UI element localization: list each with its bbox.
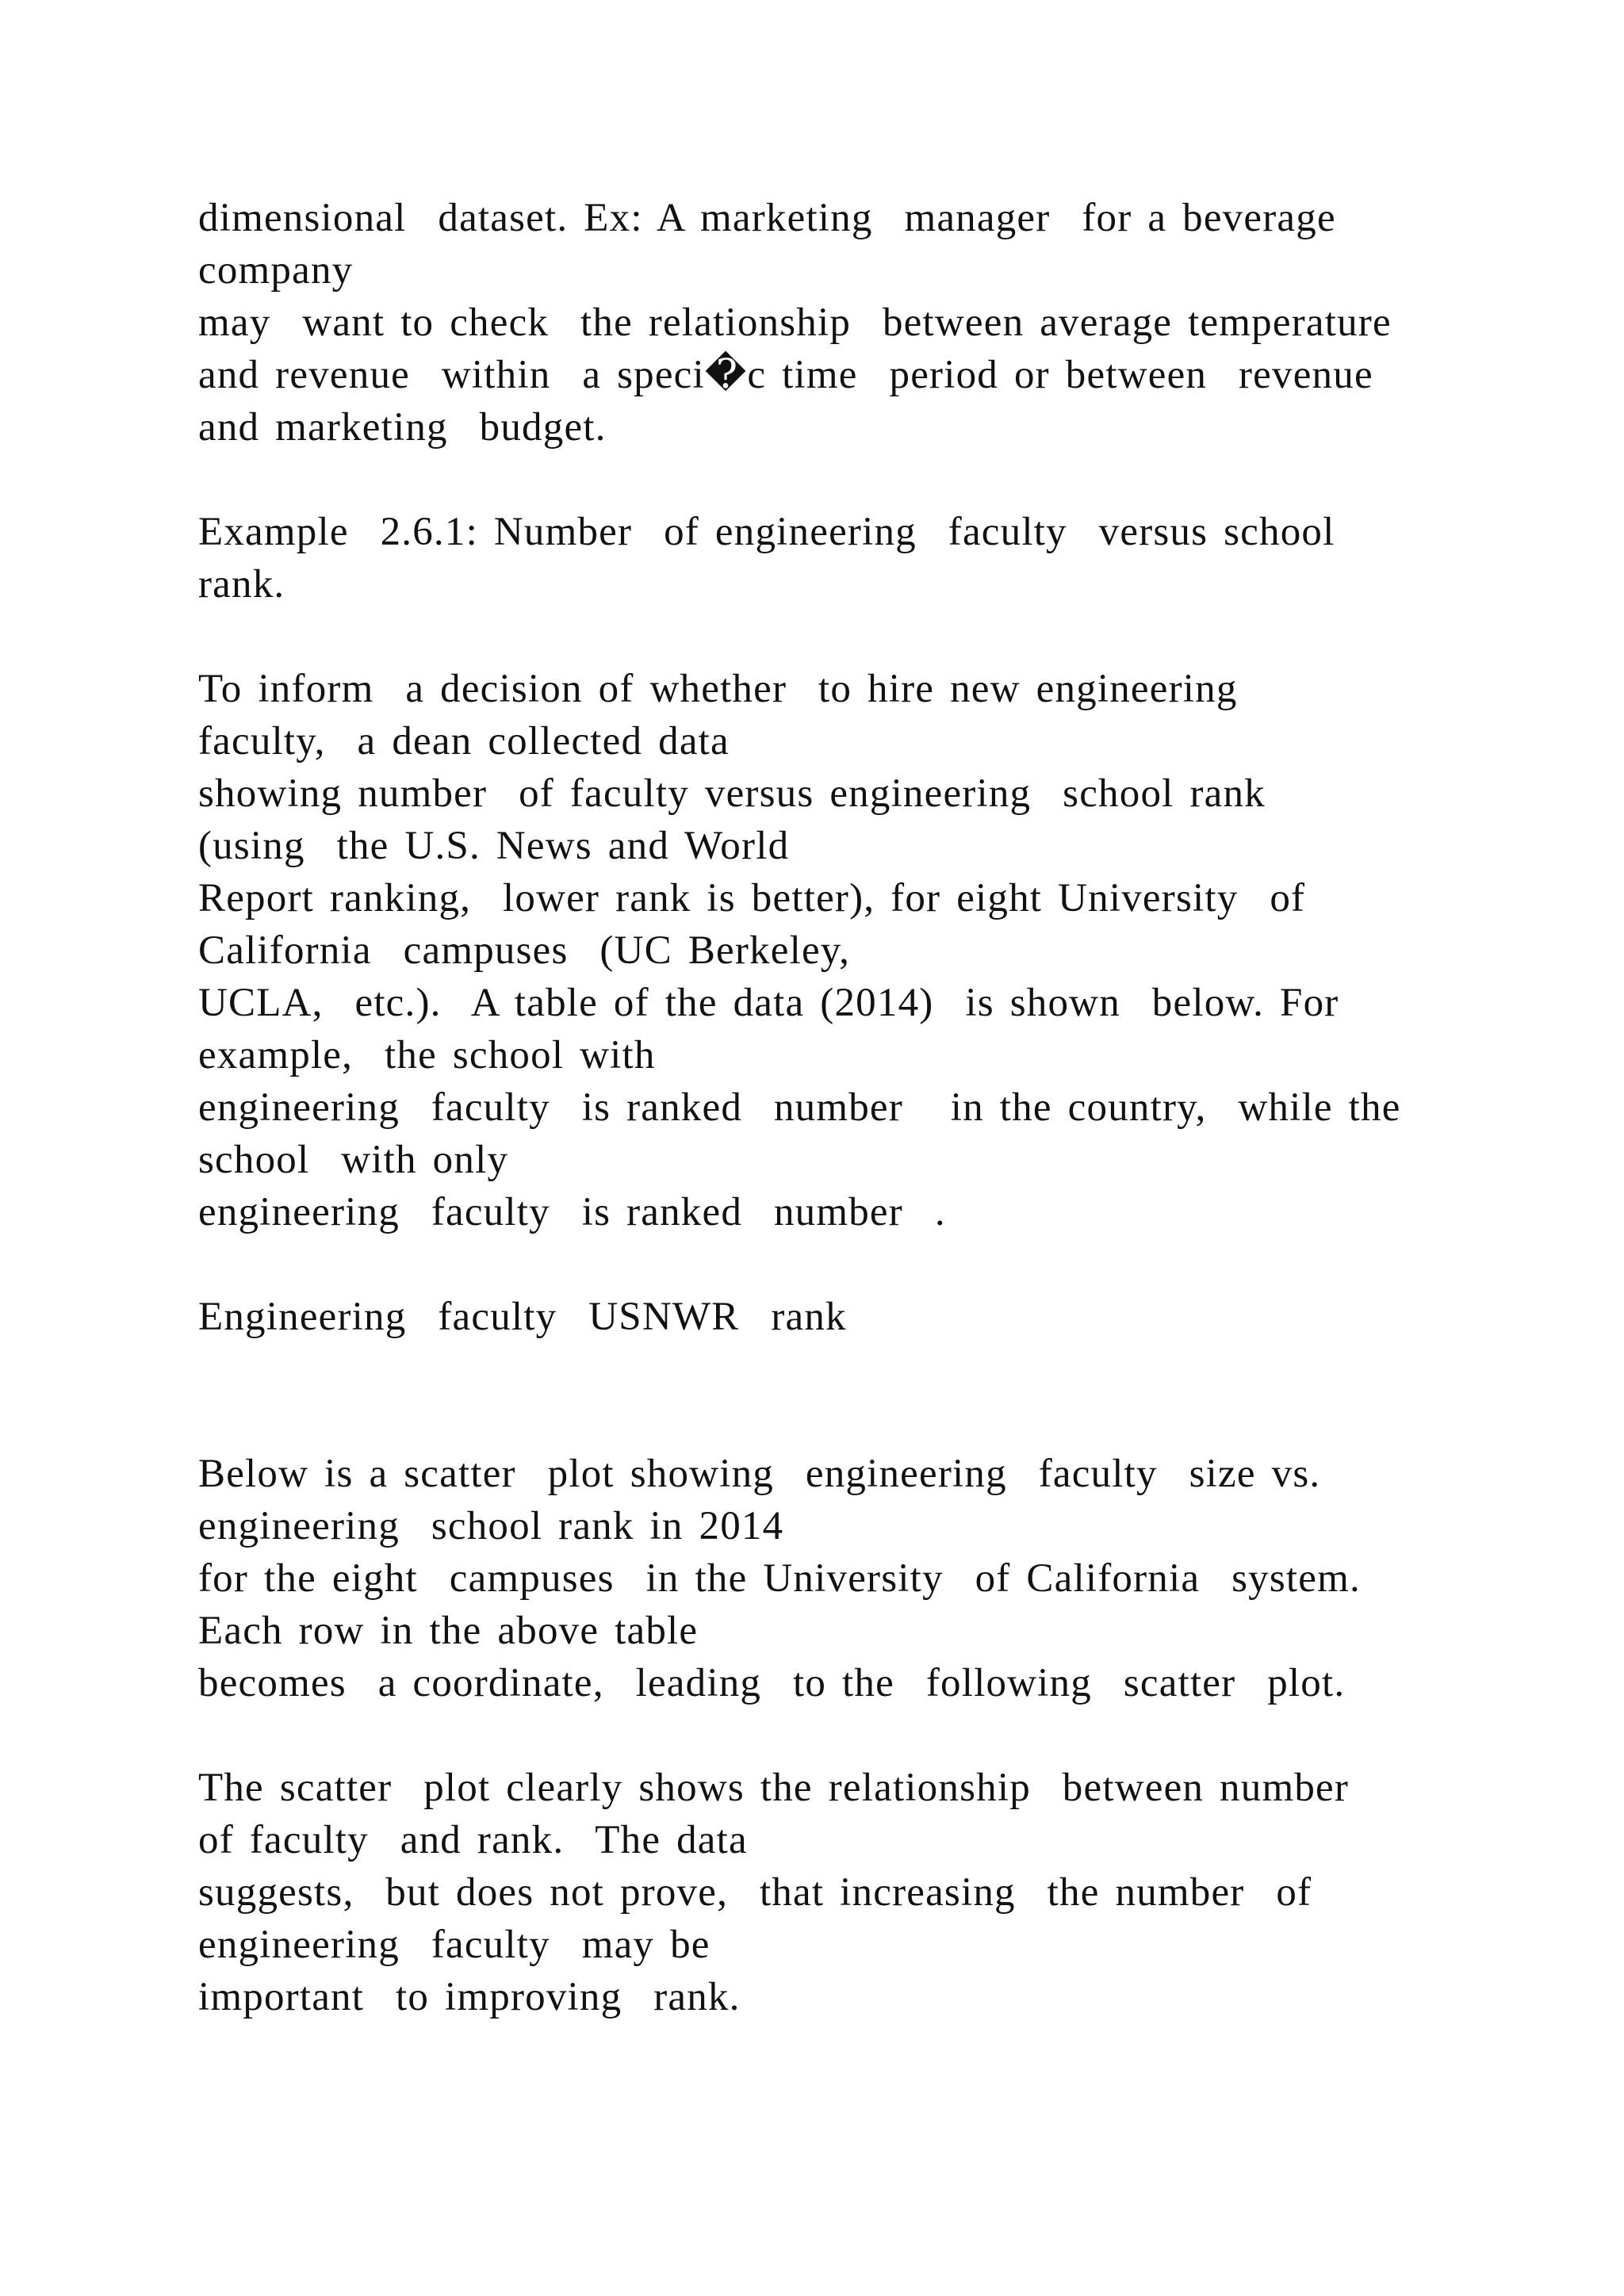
text-line: To inform a decision of whether to hire new engineering (198, 667, 1238, 711)
text-line: dimensional dataset. Ex: A marketing manager for a beverage (198, 196, 1336, 240)
text-line: rank. (198, 562, 285, 607)
text-line: company (198, 248, 354, 293)
text-line: becomes a coordinate, leading to the following scatter plot. (198, 1661, 1346, 1705)
text-line: California campuses (UC Berkeley, (198, 928, 851, 973)
paragraph-intro (198, 192, 1546, 453)
table-header-line (198, 1291, 1546, 1343)
text-line: engineering faculty is ranked number in the country, while the (198, 1085, 1401, 1130)
text-line: and marketing budget. (198, 405, 607, 450)
text-line: of faculty and rank. The data (198, 1818, 748, 1862)
paragraph-gap (198, 1343, 1546, 1448)
text-line: example, the school with (198, 1033, 656, 1077)
text-line: The scatter plot clearly shows the relationship between number (198, 1766, 1350, 1810)
text-line: school with only (198, 1138, 509, 1182)
text-line: (using the U.S. News and World (198, 824, 790, 868)
text-line: engineering faculty is ranked number . (198, 1190, 946, 1234)
text-line: suggests, but does not prove, that increasing the number of (198, 1870, 1312, 1915)
text-line: faculty, a dean collected data (198, 719, 730, 763)
paragraph-example-heading (198, 506, 1546, 610)
text-line: engineering faculty may be (198, 1923, 710, 1967)
text-line: important to improving rank. (198, 1975, 741, 2019)
document-body (198, 192, 1546, 2023)
text-line: engineering school rank in 2014 (198, 1504, 784, 1548)
text-line: Report ranking, lower rank is better), for eight University of (198, 876, 1306, 920)
paragraph-dean-data (198, 663, 1546, 1238)
text-line: Each row in the above table (198, 1609, 699, 1653)
text-line: UCLA, etc.). A table of the data (2014) is shown below. For (198, 981, 1339, 1025)
text-line: Engineering faculty USNWR rank (198, 1295, 847, 1339)
text-line: for the eight campuses in the University of California system. (198, 1556, 1361, 1601)
text-line: and revenue within a speci�c time period or between revenue (198, 353, 1373, 397)
text-line: Below is a scatter plot showing engineering faculty size vs. (198, 1452, 1321, 1496)
paragraph-gap (198, 1238, 1546, 1291)
text-line: Example 2.6.1: Number of engineering faculty versus school (198, 510, 1335, 554)
text-line: showing number of faculty versus engineering school rank (198, 771, 1266, 816)
paragraph-conclusion (198, 1762, 1546, 2023)
paragraph-gap (198, 1709, 1546, 1762)
paragraph-gap (198, 453, 1546, 506)
paragraph-scatter-description (198, 1448, 1546, 1709)
paragraph-gap (198, 610, 1546, 663)
text-line: may want to check the relationship between average temperature (198, 300, 1392, 345)
